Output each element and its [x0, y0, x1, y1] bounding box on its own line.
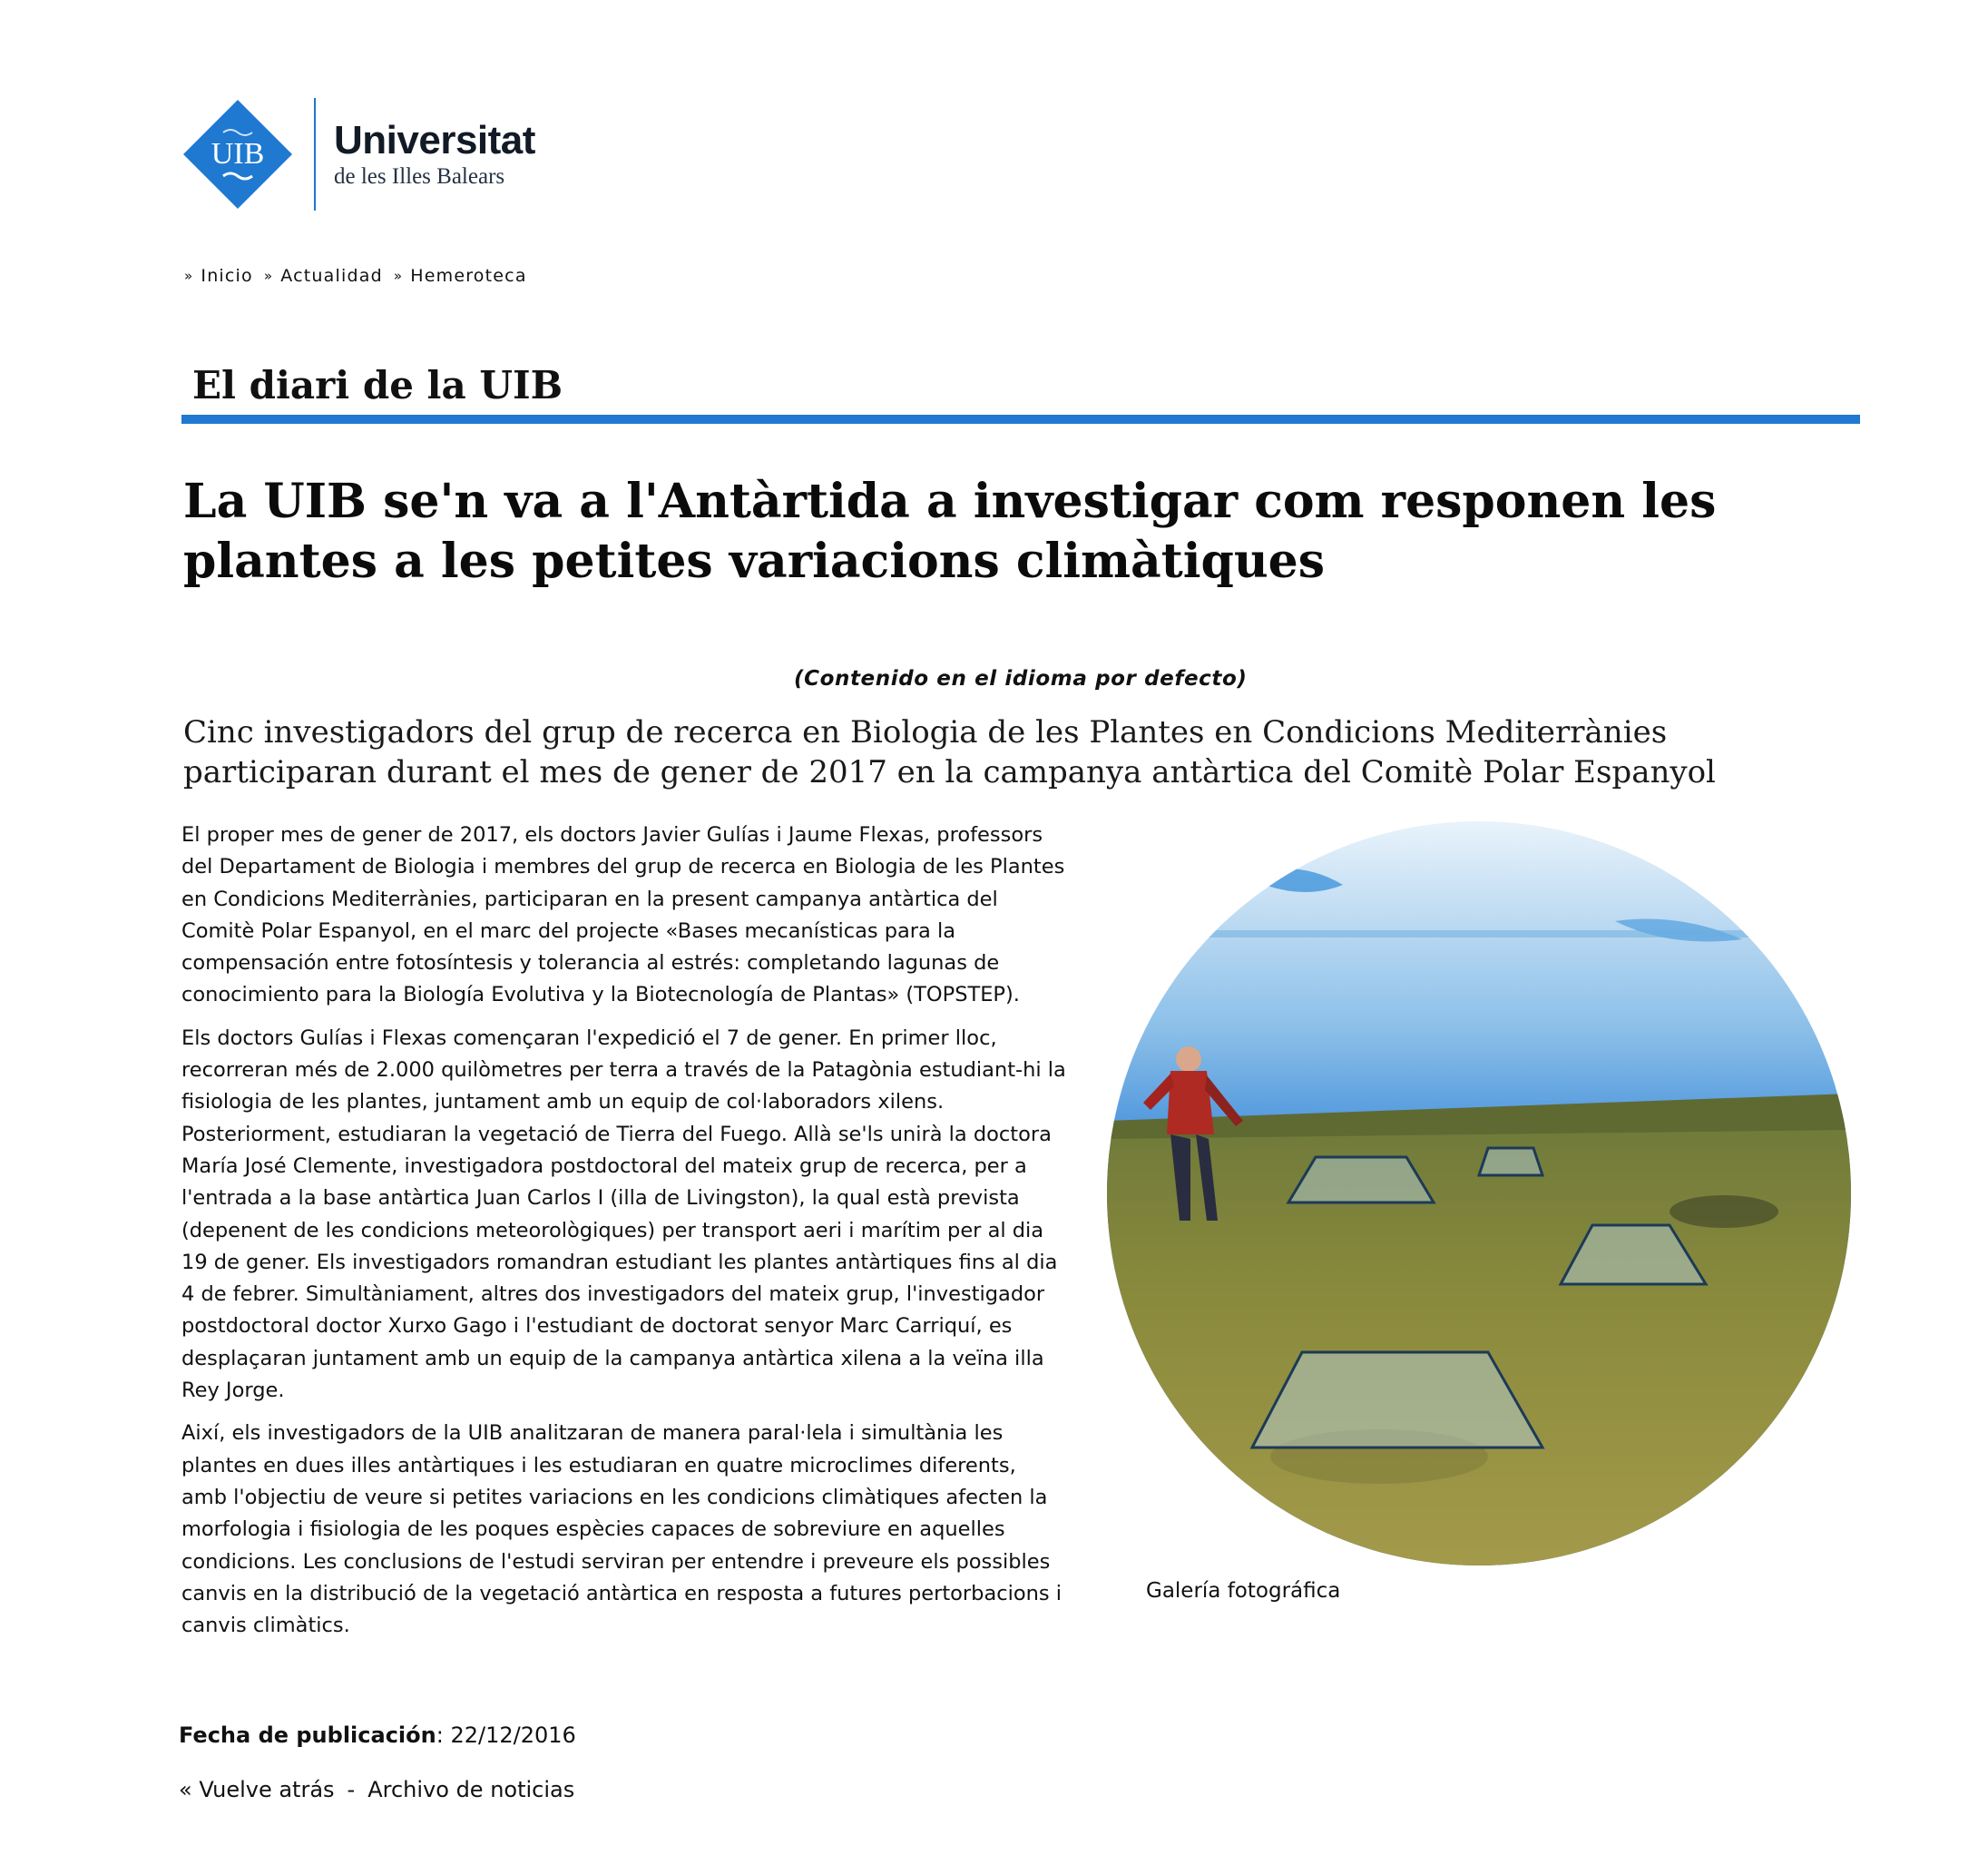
breadcrumb-actualidad-link[interactable]: Actualidad [280, 266, 383, 286]
uib-logo[interactable] [181, 95, 535, 213]
breadcrumb [184, 266, 538, 286]
photo-gallery-link[interactable]: Galería fotográfica [1146, 1579, 1341, 1603]
article-photo[interactable] [1107, 821, 1851, 1565]
article-paragraph: Els doctors Gulías i Flexas començaran l'expedició el 7 de gener. En primer lloc, recorreran més de 2.000 quilòmetres per terra a través de la Patagònia estudiant-hi la fisiologia de les plantes, juntament amb un equip de col·laboradors xilens. Posteriorment, estudiaran la vegetació de Tierra del Fuego. Allà se'ls unirà la doctora María José Clemente, investigadora postdoctoral del mateix grup de recerca, per a l'entrada a la base antàrtica Juan Carlos I (illa de Livingston), la qual està prevista (depenent de les condicions meteorològiques) per transport aeri i marítim per al dia 19 de gener. Els investigadors romandran estudiant les plantes antàrtiques fins al dia 4 de febrer. Simultàniament, altres dos investigadors del mateix grup, l'investigador postdoctoral doctor Xurxo Gago i l'estudiant de doctorat senyor Marc Carriquí, es desplaçaran juntament amb un equip de la campanya antàrtica xilena a la veïna illa Rey Jorge. [181, 1026, 1066, 1403]
section-title: El diari de la UIB [192, 363, 563, 407]
footer-links [179, 1777, 574, 1802]
language-note: (Contenido en el idioma por defecto) [794, 667, 1248, 691]
footer-separator: - [347, 1777, 356, 1802]
logo-title: Universitat [334, 118, 535, 162]
section-divider [181, 415, 1860, 424]
article-paragraph: El proper mes de gener de 2017, els doctors Javier Gulías i Jaume Flexas, professors del Departament de Biologia i membres del grup de recerca en Biologia de les Plantes en Condicions Mediterrànies, participaran en la present campanya antàrtica del Comitè Polar Espanyol, en el marc del projecte «Bases mecanísticas para la compensación entre fotosíntesis y tolerancia al estrés: completando lagunas de conocimiento para la Biología Evolutiva y la Biotecnología de Plantas» (TOPSTEP). [181, 823, 1065, 1007]
article-lead: Cinc investigadors del grup de recerca en Biologia de les Plantes en Condicions Mediterrànies participaran durant el mes de gener de 2017 en la campanya antàrtica del Comitè Polar Espanyol [183, 714, 1716, 790]
publication-date-label: Fecha de publicación [179, 1722, 436, 1748]
breadcrumb-separator: » [184, 268, 194, 284]
logo-divider [314, 98, 316, 211]
news-archive-link[interactable]: Archivo de noticias [367, 1777, 575, 1802]
uib-logo-mark-text: UIB [211, 137, 265, 171]
logo-subtitle: de les Illes Balears [334, 164, 505, 189]
article-body [181, 820, 1071, 1653]
breadcrumb-inicio-link[interactable]: Inicio [201, 266, 253, 286]
breadcrumb-hemeroteca-link[interactable]: Hemeroteca [410, 266, 527, 286]
publication-date: Fecha de publicación: 22/12/2016 [179, 1722, 576, 1748]
article-paragraph: Així, els investigadors de la UIB analitzaran de manera paral·lela i simultània les plantes en dues illes antàrtiques i les estudiaran en quatre microclimes diferents, amb l'objectiu de veure si petites variacions en les condicions climàtiques afecten la morfologia i fisiologia de les poques espècies capaces de sobreviure en aquelles condicions. Les conclusions de l'estudi serviran per entendre i preveure els possibles canvis en la distribució de la vegetació antàrtica en resposta a futures pertorbacions i canvis climàtics. [181, 1421, 1063, 1638]
publication-date-value: 22/12/2016 [450, 1722, 576, 1748]
breadcrumb-separator: » [263, 268, 274, 284]
article-headline: La UIB se'n va a l'Antàrtida a investigar com responen les plantes a les petites variacions climàtiques [183, 474, 1717, 589]
uib-logo-mark [181, 98, 294, 211]
breadcrumb-separator: » [393, 268, 404, 284]
back-link[interactable]: « Vuelve atrás [179, 1777, 335, 1802]
